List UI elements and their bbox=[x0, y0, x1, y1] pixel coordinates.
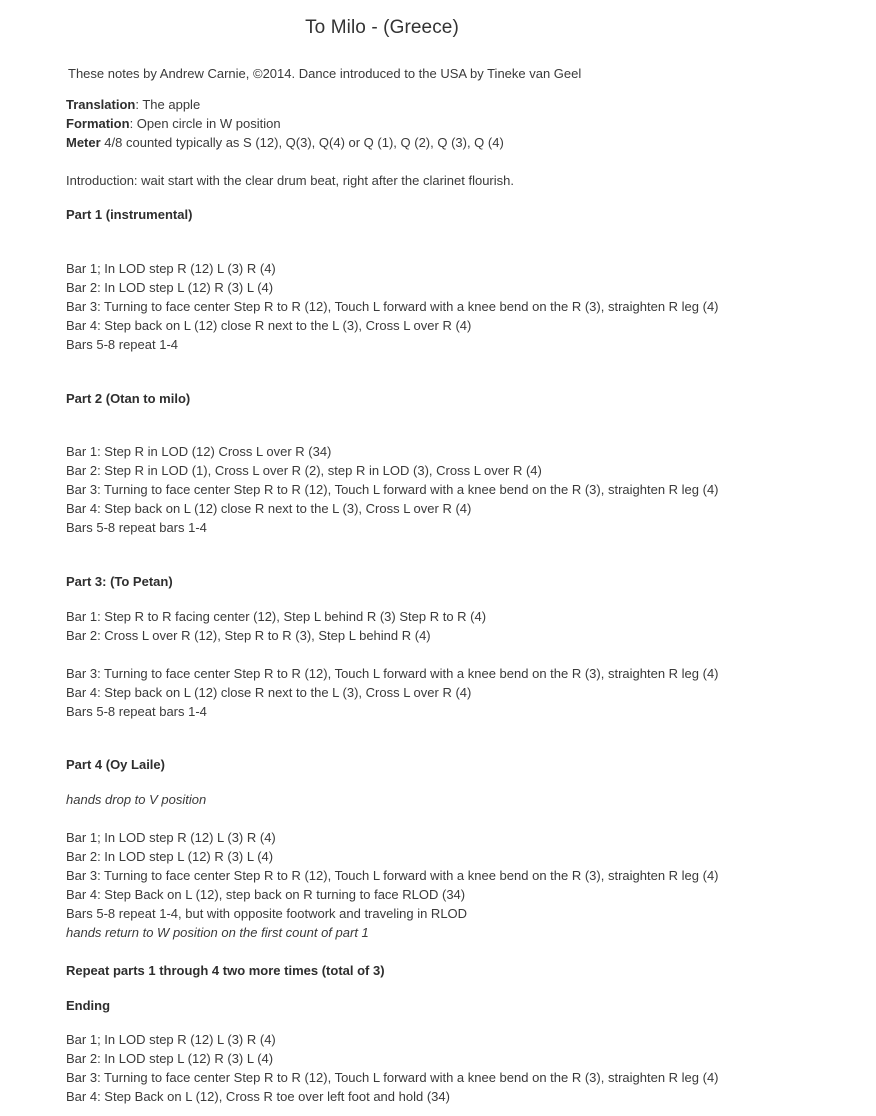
part1-line: Bar 2: In LOD step L (12) R (3) L (4) bbox=[66, 280, 274, 295]
ending-line: Bar 4: Step Back on L (12), Cross R toe over left foot and hold (34) bbox=[66, 1089, 450, 1104]
formation-label: Formation bbox=[66, 116, 130, 131]
translation-value: : The apple bbox=[135, 97, 201, 112]
credits: These notes by Andrew Carnie, ©2014. Dance introduced to the USA by Tineke van Geel bbox=[68, 66, 582, 81]
part1-line: Bars 5-8 repeat 1-4 bbox=[66, 337, 179, 352]
formation-value: : Open circle in W position bbox=[129, 116, 281, 131]
part4-line: Bar 3: Turning to face center Step R to R (12), Touch L forward with a knee bend on the R (3), straighten R leg (4) bbox=[66, 868, 719, 883]
ending-heading: Ending bbox=[66, 998, 111, 1013]
part2-line: Bar 1: Step R in LOD (12) Cross L over R (34) bbox=[66, 444, 332, 459]
part3-line: Bar 4: Step back on L (12) close R next to the L (3), Cross L over R (4) bbox=[66, 685, 472, 700]
repeat-instruction: Repeat parts 1 through 4 two more times (total of 3) bbox=[66, 963, 385, 978]
ending-line: Bar 1; In LOD step R (12) L (3) R (4) bbox=[66, 1032, 276, 1047]
part4-note-end: hands return to W position on the first count of part 1 bbox=[66, 925, 369, 940]
part4-line: Bar 2: In LOD step L (12) R (3) L (4) bbox=[66, 849, 274, 864]
part4-line: Bars 5-8 repeat 1-4, but with opposite footwork and traveling in RLOD bbox=[66, 906, 468, 921]
part2-line: Bar 3: Turning to face center Step R to R (12), Touch L forward with a knee bend on the R (3), straighten R leg (4) bbox=[66, 482, 719, 497]
part4-note-start: hands drop to V position bbox=[66, 792, 207, 807]
part1-line: Bar 3: Turning to face center Step R to R (12), Touch L forward with a knee bend on the R (3), straighten R leg (4) bbox=[66, 299, 719, 314]
part1-line: Bar 4: Step back on L (12) close R next to the L (3), Cross L over R (4) bbox=[66, 318, 472, 333]
ending-line: Bar 3: Turning to face center Step R to R (12), Touch L forward with a knee bend on the R (3), straighten R leg (4) bbox=[66, 1070, 719, 1085]
meter-line bbox=[66, 135, 504, 151]
part4-line: Bar 4: Step Back on L (12), step back on R turning to face RLOD (34) bbox=[66, 887, 466, 902]
meter-value: 4/8 counted typically as S (12), Q(3), Q(4) or Q (1), Q (2), Q (3), Q (4) bbox=[100, 135, 504, 150]
part3-line: Bar 1: Step R to R facing center (12), Step L behind R (3) Step R to R (4) bbox=[66, 609, 487, 624]
part2-heading: Part 2 (Otan to milo) bbox=[66, 391, 191, 406]
part3-line: Bar 2: Cross L over R (12), Step R to R (3), Step L behind R (4) bbox=[66, 628, 431, 643]
part2-line: Bar 4: Step back on L (12) close R next to the L (3), Cross L over R (4) bbox=[66, 501, 472, 516]
part1-heading: Part 1 (instrumental) bbox=[66, 207, 193, 222]
part1-line: Bar 1; In LOD step R (12) L (3) R (4) bbox=[66, 261, 276, 276]
part4-heading: Part 4 (Oy Laile) bbox=[66, 757, 165, 772]
part2-line: Bars 5-8 repeat bars 1-4 bbox=[66, 520, 207, 535]
introduction: Introduction: wait start with the clear drum beat, right after the clarinet flourish. bbox=[66, 173, 514, 188]
ending-line: Bar 2: In LOD step L (12) R (3) L (4) bbox=[66, 1051, 274, 1066]
page-title: To Milo - (Greece) bbox=[305, 17, 459, 38]
translation-label: Translation bbox=[66, 97, 136, 112]
part4-line: Bar 1; In LOD step R (12) L (3) R (4) bbox=[66, 830, 276, 845]
translation-line bbox=[66, 97, 200, 113]
part3-heading: Part 3: (To Petan) bbox=[66, 574, 173, 589]
part3-line: Bars 5-8 repeat bars 1-4 bbox=[66, 704, 207, 719]
part2-line: Bar 2: Step R in LOD (1), Cross L over R (2), step R in LOD (3), Cross L over R (4) bbox=[66, 463, 542, 478]
formation-line bbox=[66, 116, 281, 132]
part3-line: Bar 3: Turning to face center Step R to R (12), Touch L forward with a knee bend on the R (3), straighten R leg (4) bbox=[66, 666, 719, 681]
meter-label: Meter bbox=[66, 135, 101, 150]
